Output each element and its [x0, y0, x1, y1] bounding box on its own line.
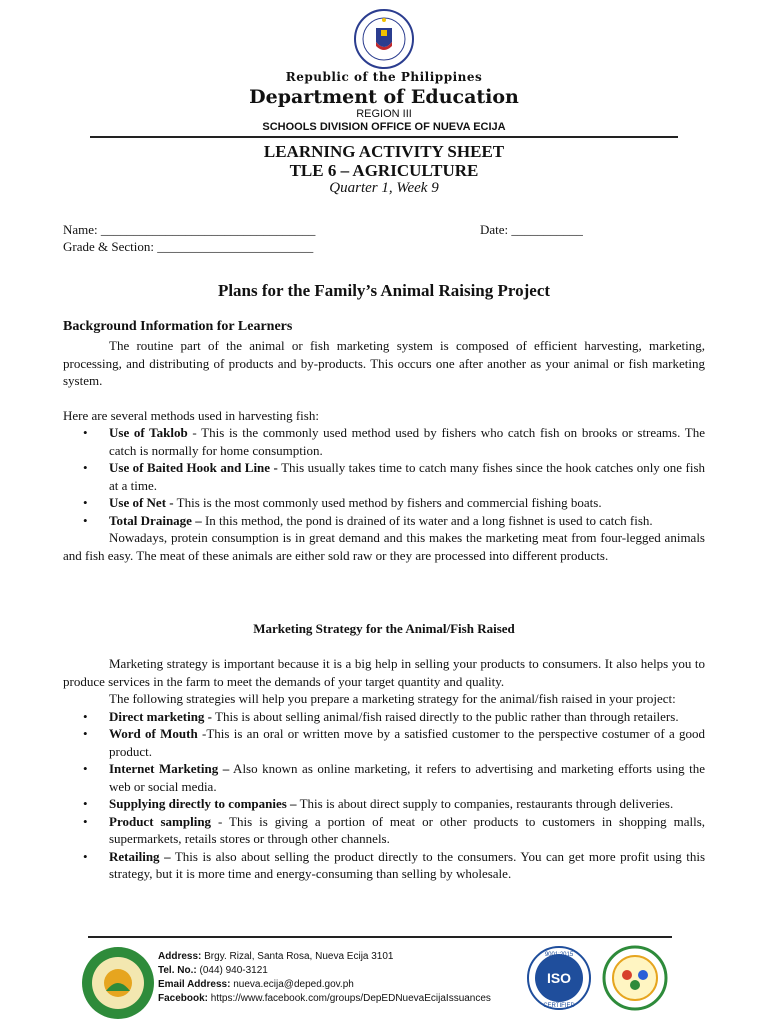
- marketing-heading: Marketing Strategy for the Animal/Fish Raised: [253, 621, 515, 636]
- name-field[interactable]: Name: _________________________________: [63, 222, 316, 237]
- grade-section-field[interactable]: Grade & Section: ________________________: [63, 239, 314, 254]
- method-text: This usually takes time to catch many fishes since the hook catches only one fish at a time.: [109, 460, 706, 493]
- footer-divider: [88, 936, 672, 938]
- email-label: Email Address:: [158, 979, 231, 990]
- background-heading: Background Information for Learners: [63, 319, 293, 334]
- iso-text: ISO: [546, 970, 572, 986]
- address-value: Brgy. Rizal, Santa Rosa, Nueva Ecija 3101: [204, 951, 394, 962]
- sheet-quarter: Quarter 1, Week 9: [329, 180, 439, 196]
- strategy-term: Direct marketing -: [109, 708, 213, 724]
- list-item: [63, 459, 705, 494]
- method-text: This is the most commonly used method by fishers and commercial fishing boats.: [173, 495, 602, 510]
- date-field[interactable]: Date: ___________: [480, 222, 583, 237]
- footer-contact: [158, 950, 491, 1006]
- strategy-term: Supplying directly to companies –: [109, 796, 297, 811]
- address-label: Address:: [158, 951, 202, 962]
- method-text: In this method, the pond is drained of its water and a long fishnet is used to catch fish.: [201, 512, 653, 528]
- methods-intro: Here are several methods used in harvesting fish:: [63, 407, 319, 423]
- department-heading: Department of Education: [249, 86, 519, 108]
- strategy-text: -This is an oral or written move by a satisfied customer to the perspective costumer of a good product.: [109, 726, 706, 759]
- division-heading: SCHOOLS DIVISION OFFICE OF NUEVA ECIJA: [262, 121, 506, 133]
- list-item: [63, 512, 705, 530]
- deped-seal-logo: [346, 8, 422, 70]
- sdo-nueva-ecija-logo: [80, 945, 156, 1021]
- list-item: [63, 760, 705, 795]
- tel-label: Tel. No.:: [158, 965, 197, 976]
- child-friendly-schools-logo: [602, 945, 668, 1011]
- strategy-text: This is about direct supply to companies, restaurants through deliveries.: [296, 796, 674, 811]
- method-term: Use of Net -: [109, 495, 174, 510]
- harvest-methods-list: [63, 424, 705, 529]
- email-link[interactable]: nueva.ecija@deped.gov.ph: [233, 979, 354, 990]
- nowadays-paragraph: Nowadays, protein consumption is in great demand and this makes the marketing meat from four-legged animals and fish easy. The meat of these animals are either sold raw or they are processed into different products.: [63, 530, 705, 563]
- background-section: [63, 337, 705, 564]
- footer-address: [158, 950, 491, 964]
- republic-heading: Republic of the Philippines: [285, 70, 483, 84]
- footer-email: [158, 978, 491, 992]
- strategy-text: This is also about selling the product directly to the consumers. You can get more profit using this strategy, but it is more time and energy-consuming than selling by wholesale.: [109, 848, 706, 881]
- list-item: [63, 848, 705, 883]
- list-item: [63, 708, 705, 726]
- marketing-section: [63, 655, 705, 883]
- iso-certified-logo: [526, 945, 592, 1011]
- footer-tel: [158, 964, 491, 978]
- strategy-text: - This is giving a portion of meat or other products to customers in shopping malls, supermarkets, retails stores or through other channels.: [109, 813, 705, 846]
- list-item: [63, 494, 705, 512]
- facebook-label: Facebook:: [158, 993, 209, 1004]
- strategy-term: Product sampling: [109, 813, 212, 829]
- list-item: [63, 795, 705, 813]
- background-intro: The routine part of the animal or fish marketing system is composed of efficient harvesting, marketing, processing, and distributing of products and by-products. This occurs one after another as your animal or fish marketing system.: [63, 338, 705, 388]
- sheet-subject: TLE 6 – AGRICULTURE: [289, 161, 479, 180]
- facebook-link[interactable]: https://www.facebook.com/groups/DepEDNuevaEcijaIssuances: [210, 993, 491, 1004]
- marketing-paragraph-2: The following strategies will help you prepare a marketing strategy for the animal/fish raised in your project:: [109, 691, 676, 706]
- list-item: [63, 813, 705, 848]
- tel-value: (044) 940-3121: [199, 965, 268, 976]
- footer-facebook: [158, 992, 491, 1006]
- method-text: - This is the commonly used method used by fishers who catch fish on brooks or streams. The catch is normally for home consumption.: [109, 425, 705, 458]
- method-term: Total Drainage –: [109, 512, 202, 528]
- iso-subtext: CERTIFIED: [543, 1003, 575, 1009]
- strategy-term: Word of Mouth: [109, 726, 198, 741]
- region-heading: REGION III: [356, 108, 412, 120]
- strategy-text: This is about selling animal/fish raised directly to the public rather than through retailers.: [212, 708, 679, 724]
- header-divider: [90, 136, 678, 138]
- sheet-type: LEARNING ACTIVITY SHEET: [263, 142, 505, 161]
- method-term: Use of Baited Hook and Line -: [109, 460, 278, 475]
- list-item: [63, 725, 705, 760]
- strategy-term: Retailing –: [109, 848, 171, 864]
- strategy-text: Also known as online marketing, it refers to advertising and marketing efforts using the web or social media.: [109, 761, 705, 794]
- method-term: Use of Taklob: [109, 425, 188, 440]
- strategy-term: Internet Marketing –: [109, 761, 230, 776]
- iso-year: 9001:2015: [544, 952, 574, 958]
- marketing-strategies-list: [63, 708, 705, 883]
- page-title: Plans for the Family’s Animal Raising Project: [217, 281, 551, 300]
- marketing-paragraph-1: Marketing strategy is important because it is a big help in selling your products to consumers. It also helps you to produce services in the farm to meet the demands of your target quantity and quality.: [63, 656, 705, 689]
- list-item: [63, 424, 705, 459]
